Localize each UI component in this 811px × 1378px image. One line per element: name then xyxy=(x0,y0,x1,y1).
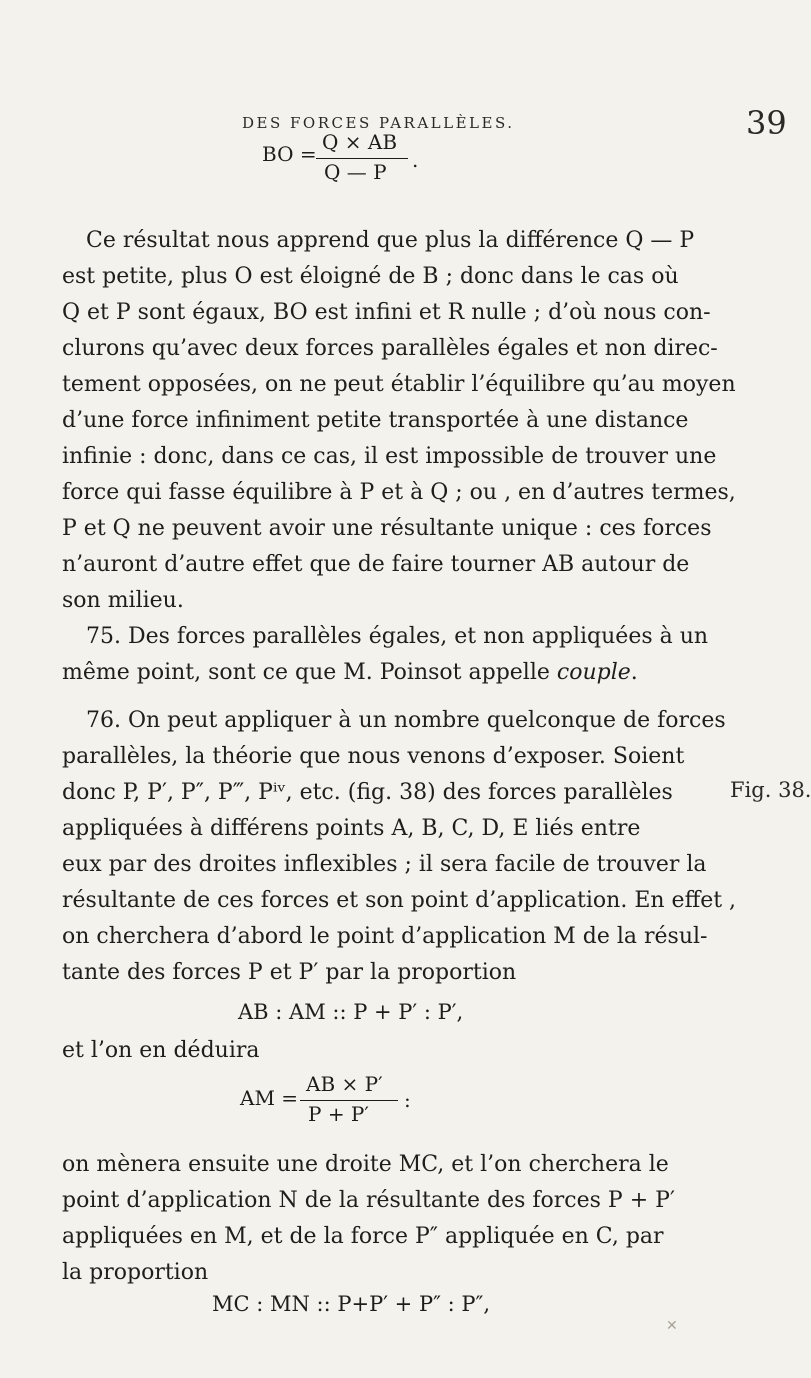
page-number: 39 xyxy=(746,104,787,142)
stray-ink-mark: ✕ xyxy=(666,1318,678,1334)
text-line: donc P, P′, P″, P‴, Pⁱᵛ, etc. (fig. 38) des forces parallèles xyxy=(62,780,673,805)
text-line: P et Q ne peuvent avoir une résultante unique : ces forces xyxy=(62,516,712,541)
formula-bo-end: . xyxy=(412,148,419,172)
text-line: Ce résultat nous apprend que plus la différence Q — P xyxy=(86,228,695,253)
term-couple: couple xyxy=(556,660,631,685)
text-line: 75. Des forces parallèles égales, et non appliquées à un xyxy=(86,624,709,649)
formula-am-fraction-bar xyxy=(300,1100,398,1101)
formula-am-lhs: AM = xyxy=(240,1086,299,1110)
formula-bo-fraction-bar xyxy=(316,158,408,159)
text-line: parallèles, la théorie que nous venons d’exposer. Soient xyxy=(62,744,685,769)
text-line: on mènera ensuite une droite MC, et l’on cherchera le xyxy=(62,1152,669,1177)
text-line: d’une force infiniment petite transportée à une distance xyxy=(62,408,689,433)
text-span: même point, sont ce que M. Poinsot appelle xyxy=(62,660,557,685)
text-line: infinie : donc, dans ce cas, il est impossible de trouver une xyxy=(62,444,717,469)
connector-line: et l’on en déduira xyxy=(62,1038,260,1063)
text-line: force qui fasse équilibre à P et à Q ; ou , en d’autres termes, xyxy=(62,480,736,505)
formula-bo-numerator: Q × AB xyxy=(322,130,398,154)
text-line xyxy=(62,658,722,688)
text-line: eux par des droites inflexibles ; il sera facile de trouver la xyxy=(62,852,707,877)
proportion-ab-am: AB : AM :: P + P′ : P′, xyxy=(238,1000,464,1024)
formula-bo-denominator: Q — P xyxy=(324,160,387,184)
formula-am-end: : xyxy=(404,1088,411,1112)
text-line: tante des forces P et P′ par la proportion xyxy=(62,960,517,985)
text-line: on cherchera d’abord le point d’application M de la résul- xyxy=(62,924,708,949)
running-head xyxy=(0,104,800,150)
text-line: point d’application N de la résultante des forces P + P′ xyxy=(62,1188,675,1213)
text-line: Q et P sont égaux, BO est infini et R nulle ; d’où nous con- xyxy=(62,300,711,325)
text-line: appliquées en M, et de la force P″ appliquée en C, par xyxy=(62,1224,664,1249)
running-title: DES FORCES PARALLÈLES. xyxy=(242,114,515,132)
text-line: 76. On peut appliquer à un nombre quelconque de forces xyxy=(86,708,726,733)
text-line: son milieu. xyxy=(62,588,184,613)
figure-margin-note: Fig. 38. xyxy=(730,778,811,802)
text-line: tement opposées, on ne peut établir l’équilibre qu’au moyen xyxy=(62,372,736,397)
text-line: résultante de ces forces et son point d’application. En effet , xyxy=(62,888,737,913)
text-line: est petite, plus O est éloigné de B ; donc dans le cas où xyxy=(62,264,679,289)
text-span: . xyxy=(630,660,638,685)
proportion-mc-mn: MC : MN :: P+P′ + P″ : P″, xyxy=(212,1292,490,1316)
text-line: la proportion xyxy=(62,1260,209,1285)
text-line: n’auront d’autre effet que de faire tourner AB autour de xyxy=(62,552,690,577)
formula-bo-lhs: BO = xyxy=(262,142,317,166)
formula-am-denominator: P + P′ xyxy=(308,1102,369,1126)
formula-am-numerator: AB × P′ xyxy=(306,1072,383,1096)
text-line: clurons qu’avec deux forces parallèles égales et non direc- xyxy=(62,336,718,361)
text-line: appliquées à différens points A, B, C, D, E liés entre xyxy=(62,816,641,841)
